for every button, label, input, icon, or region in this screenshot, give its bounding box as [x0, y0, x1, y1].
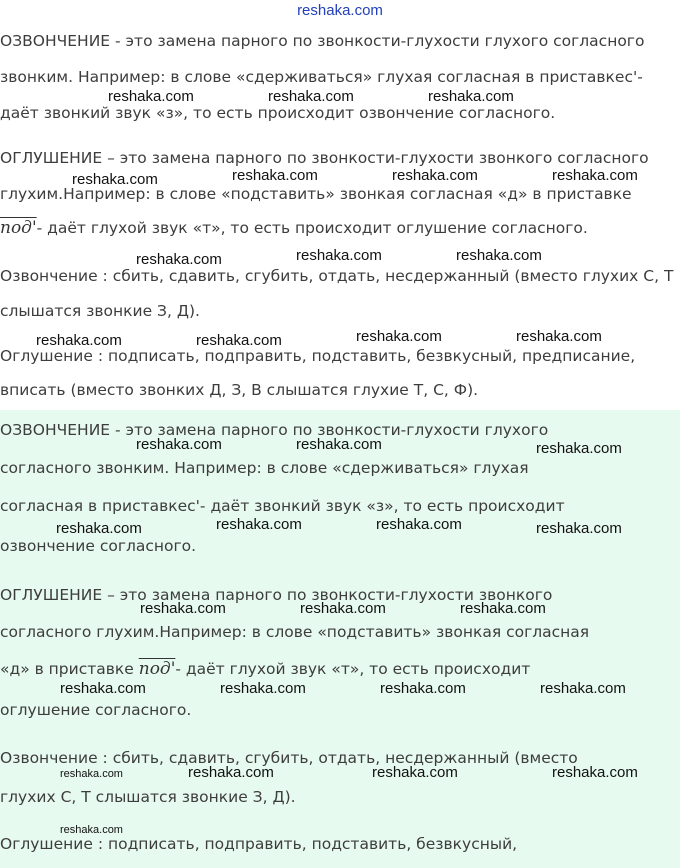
text-line: Озвончение : сбить, сдавить, сгубить, отдать, несдержанный (вместо — [0, 749, 578, 767]
text-line: вписать (вместо звонких Д, З, В слышатся глухие Т, С, Ф). — [0, 381, 479, 399]
text-line: звонким. Например: в слове «сдерживаться» глухая согласная в приставкес'- — [0, 68, 643, 86]
text-line: согласного звонким. Например: в слове «сдерживаться» глухая — [0, 459, 529, 477]
text-line: ОГЛУШЕНИЕ – это замена парного по звонкости-глухости звонкого согласного — [0, 149, 649, 167]
text-span: - даёт глухой звук «т», то есть происходит оглушение согласного. — [36, 219, 588, 237]
text-span: «д» в приставке — [0, 660, 134, 678]
watermark-text: reshaka.com — [392, 167, 478, 184]
text-line: ОЗВОНЧЕНИЕ - это замена парного по звонкости-глухости глухого согласного — [0, 32, 645, 50]
watermark-text: reshaka.com — [356, 328, 442, 345]
watermark-text: reshaka.com — [220, 680, 306, 697]
text-line: Озвончение : сбить, сдавить, сгубить, отдать, несдержанный (вместо глухих С, Т — [0, 267, 674, 285]
watermark-text: reshaka.com — [380, 680, 466, 697]
watermark-text: reshaka.com — [460, 600, 546, 617]
watermark-text: reshaka.com — [60, 680, 146, 697]
watermark-text: reshaka.com — [300, 600, 386, 617]
text-line: даёт звонкий звук «з», то есть происходит озвончение согласного. — [0, 104, 556, 122]
watermark-text: reshaka.com — [232, 167, 318, 184]
text-line: глухим.Например: в слове «подставить» звонкая согласная «д» в приставке — [0, 185, 632, 203]
watermark-text: reshaka.com — [60, 824, 123, 836]
text-line: Оглушение : подписать, подправить, подставить, безвкусный, предписание, — [0, 347, 636, 365]
text-line: ОГЛУШЕНИЕ – это замена парного по звонкости-глухости звонкого — [0, 586, 553, 604]
watermark-text: reshaka.com — [296, 247, 382, 264]
prefix-pod: под' — [0, 218, 37, 238]
text-line: озвончение согласного. — [0, 537, 197, 555]
watermark-text: reshaka.com — [268, 88, 354, 105]
watermark-text: reshaka.com — [376, 516, 462, 533]
watermark-text: reshaka.com — [188, 764, 274, 781]
text-line: слышатся звонкие З, Д). — [0, 302, 200, 320]
text-line: Оглушение : подписать, подправить, подставить, безвкусный, — [0, 835, 518, 853]
watermark-text: reshaka.com — [428, 88, 514, 105]
watermark-text: reshaka.com — [108, 88, 194, 105]
watermark-text: reshaka.com — [552, 764, 638, 781]
watermark-text: reshaka.com — [36, 332, 122, 349]
text-span: - даёт глухой звук «т», то есть происходит — [175, 660, 531, 678]
text-line — [0, 659, 530, 679]
watermark-text: reshaka.com — [540, 680, 626, 697]
text-line — [0, 218, 588, 238]
text-line: глухих С, Т слышатся звонкие З, Д). — [0, 788, 296, 806]
watermark-text: reshaka.com — [72, 171, 158, 188]
watermark-text: reshaka.com — [552, 167, 638, 184]
watermark-text: reshaka.com — [372, 764, 458, 781]
watermark-text: reshaka.com — [136, 436, 222, 453]
watermark-text: reshaka.com — [60, 768, 123, 780]
watermark-text: reshaka.com — [196, 332, 282, 349]
watermark-text: reshaka.com — [216, 516, 302, 533]
watermark-text: reshaka.com — [456, 247, 542, 264]
site-header[interactable]: reshaka.com — [297, 2, 383, 19]
watermark-text: reshaka.com — [140, 600, 226, 617]
text-line: согласная в приставкес'- даёт звонкий звук «з», то есть происходит — [0, 497, 565, 515]
watermark-text: reshaka.com — [296, 436, 382, 453]
watermark-text: reshaka.com — [136, 251, 222, 268]
text-line: согласного глухим.Например: в слове «подставить» звонкая согласная — [0, 623, 590, 641]
watermark-text: reshaka.com — [56, 520, 142, 537]
prefix-pod: под' — [138, 659, 176, 679]
watermark-text: reshaka.com — [536, 440, 622, 457]
text-line: оглушение согласного. — [0, 701, 192, 719]
watermark-text: reshaka.com — [516, 328, 602, 345]
text-line: ОЗВОНЧЕНИЕ - это замена парного по звонкости-глухости глухого — [0, 421, 549, 439]
watermark-text: reshaka.com — [536, 520, 622, 537]
